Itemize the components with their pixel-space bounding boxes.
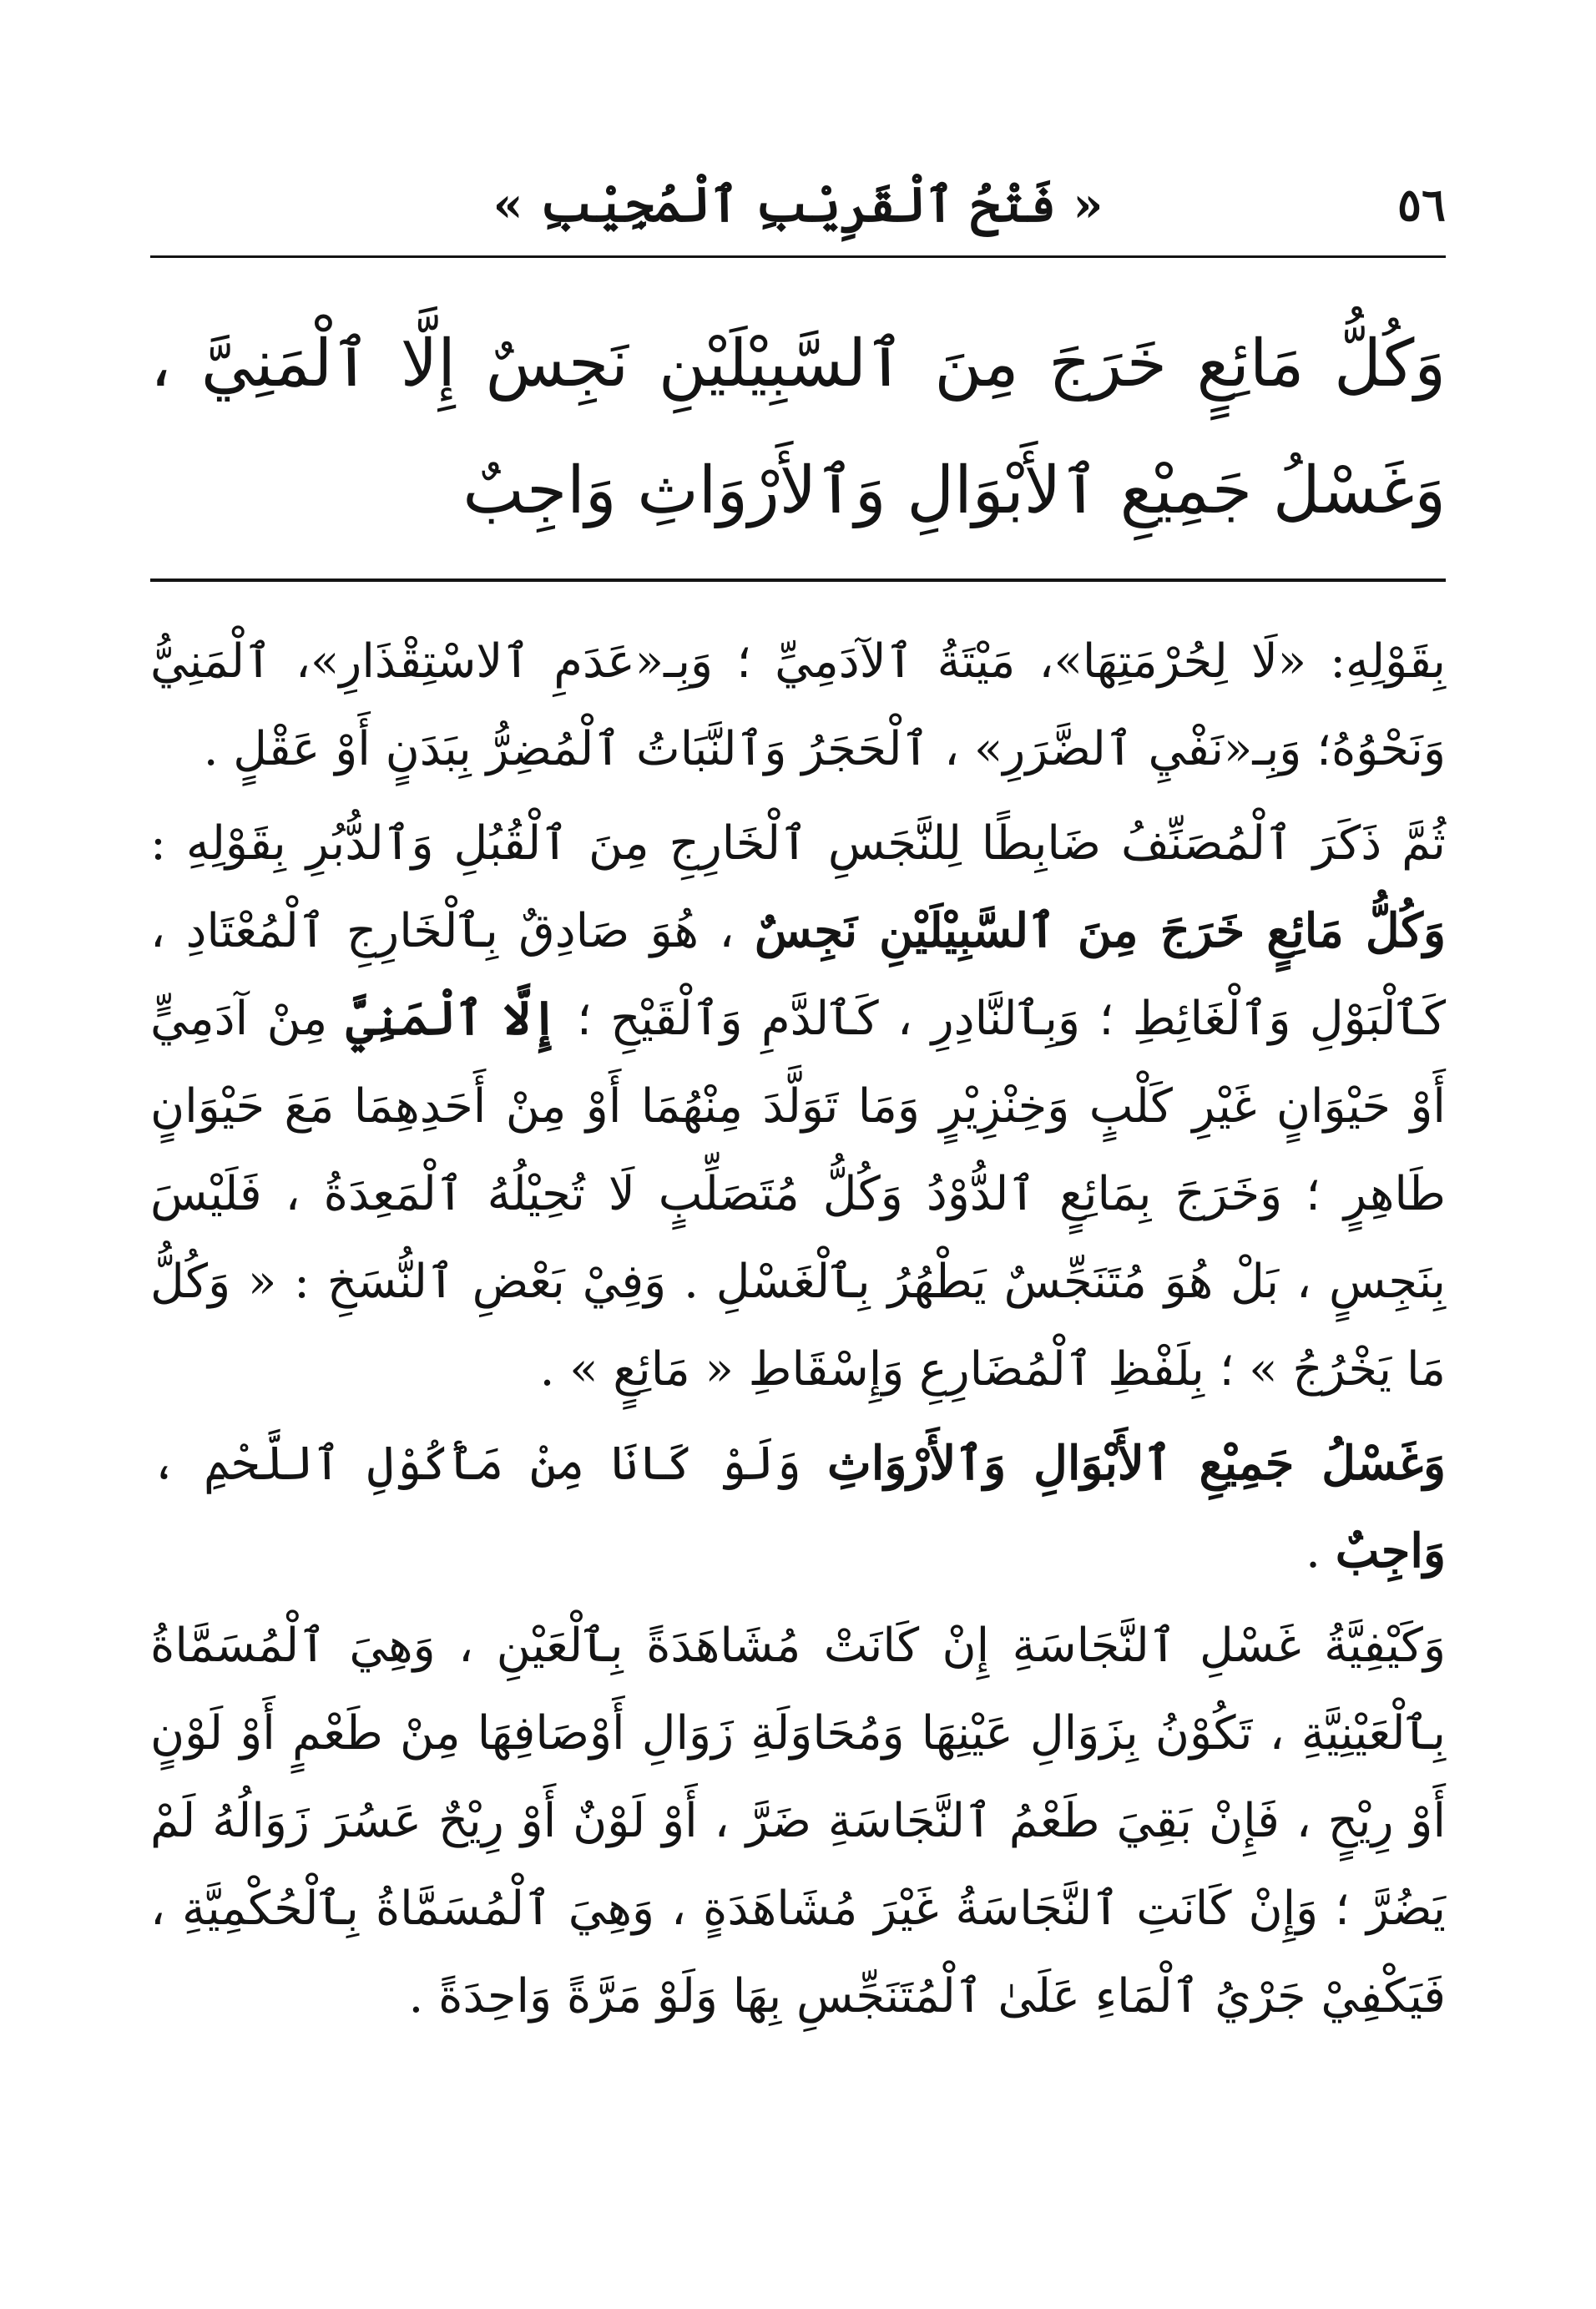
running-title: « فَتْحُ ٱلْقَرِيْبِ ٱلْمُجِيْبِ » [492,176,1104,233]
commentary-paragraph-2 [150,800,1446,1413]
page-number: ٥٦ [1396,178,1446,231]
matn-text: وَكُلُّ مَائِعٍ خَرَجَ مِنَ ٱلسَّبِيْلَيْنِ نَجِسٌ إِلَّا ٱلْمَنِيَّ ، وَغَسْلُ جَمِيْعِ ٱلأَبْوَالِ وَٱلأَرْوَاثِ وَاجِبٌ [150,326,1446,528]
matn-quote: وَغَسْلُ جَمِيْعِ ٱلأَبْوَالِ وَٱلأَرْوَاثِ [827,1436,1446,1491]
commentary-text: ثُمَّ ذَكَرَ ٱلْمُصَنِّفُ ضَابِطًا لِلنَّجَسِ ٱلْخَارِجِ مِنَ ٱلْقُبُلِ وَٱلدُّبُرِ بِقَوْلِهِ : [150,816,1446,871]
matn-quote: إِلَّا ٱلْمَنِيَّ [346,991,558,1046]
matn-quote: وَكُلُّ مَائِعٍ خَرَجَ مِنَ ٱلسَّبِيْلَيْنِ نَجِسٌ [754,903,1446,958]
commentary-paragraph-1: بِقَوْلِهِ: «لَا لِحُرْمَتِهَا»، مَيْتَةُ ٱلآدَمِيِّ ؛ وَبِـ«عَدَمِ ٱلاسْتِقْذَارِ»، ٱلْمَنِيُّ وَنَحْوُهُ؛ وَبِـ«نَفْيِ ٱلضَّرَرِ» ، ٱلْحَجَرُ وَٱلنَّبَاتُ ٱلْمُضِرُّ بِبَدَنٍ أَوْ عَقْلٍ . [150,634,1446,776]
page-header [150,159,1446,250]
commentary-paragraph-3 [150,1420,1446,1595]
commentary-body [150,618,1446,2047]
commentary-text: . [1306,1524,1336,1579]
commentary-text: وَلَوْ كَانَا مِنْ مَأْكُوْلِ ٱللَّحْمِ ، [150,1437,828,1491]
commentary-text: ، هُوَ صَادِقٌ بِٱلْخَارِجِ ٱلْمُعْتَادِ ، كَٱلْبَوْلِ وَٱلْغَائِطِ ؛ وَبِٱلنَّادِرِ ، كَٱلدَّمِ وَٱلْقَيْحِ ؛ [150,904,1446,1046]
commentary-paragraph-4: وَكَيْفِيَّةُ غَسْلِ ٱلنَّجَاسَةِ إِنْ كَانَتْ مُشَاهَدَةً بِٱلْعَيْنِ ، وَهِيَ ٱلْمُسَمَّاةُ بِٱلْعَيْنِيَّةِ ، تَكُوْنُ بِزَوَالِ عَيْنِهَا وَمُحَاوَلَةِ زَوَالِ أَوْصَافِهَا مِنْ طَعْمٍ أَوْ لَوْنٍ أَوْ رِيْحٍ ، فَإِنْ بَقِيَ طَعْمُ ٱلنَّجَاسَةِ ضَرَّ ، أَوْ لَوْنٌ أَوْ رِيْحٌ عَسُرَ زَوَالُهُ لَمْ يَضُرَّ ؛ وَإِنْ كَانَتِ ٱلنَّجَاسَةُ غَيْرَ مُشَاهَدَةٍ ، وَهِيَ ٱلْمُسَمَّاةُ بِٱلْحُكْمِيَّةِ ، فَيَكْفِيْ جَرْيُ ٱلْمَاءِ عَلَىٰ ٱلْمُتَنَجِّسِ بِهَا وَلَوْ مَرَّةً وَاحِدَةً . [150,1619,1447,2024]
matn-quote: وَاجِبٌ [1335,1523,1446,1579]
matn-separator-rule [150,579,1446,582]
header-rule [150,255,1446,258]
commentary-text: مِنْ آدَمِيٍّ أَوْ حَيْوَانٍ غَيْرِ كَلْبٍ وَخِنْزِيْرٍ وَمَا تَوَلَّدَ مِنْهُمَا أَوْ مِنْ أَحَدِهِمَا مَعَ حَيْوَانٍ طَاهِرٍ ؛ وَخَرَجَ بِمَائِعٍ ٱلدُّوْدُ وَكُلُّ مُتَصَلِّبٍ لَا تُحِيْلُهُ ٱلْمَعِدَةُ ، فَلَيْسَ بِنَجِسٍ ، بَلْ هُوَ مُتَنَجِّسٌ يَطْهُرُ بِٱلْغَسْلِ . وَفِيْ بَعْضِ ٱلنُّسَخِ : « وَكُلُّ مَا يَخْرُجُ » ؛ بِلَفْظِ ٱلْمُضَارِعِ وَإِسْقَاطِ « مَائِعٍ » . [150,992,1446,1397]
